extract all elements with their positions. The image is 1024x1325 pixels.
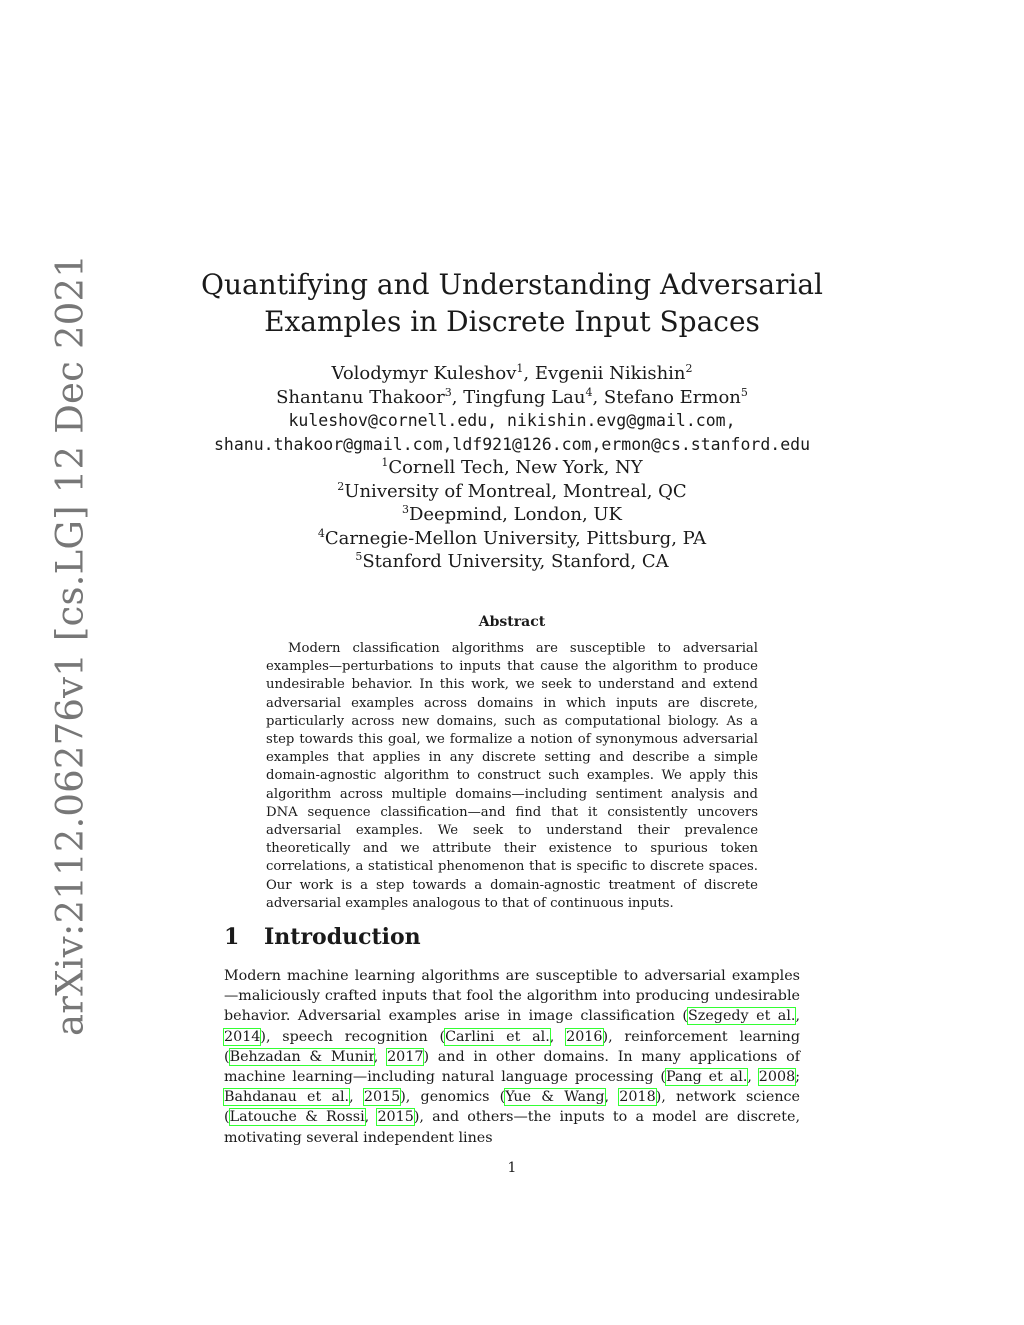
author-block	[0, 362, 1024, 574]
author-name: Tingfung Lau	[463, 386, 586, 408]
affiliation-text: Cornell Tech, New York, NY	[388, 457, 643, 478]
affiliation-marker: 2	[685, 362, 693, 375]
affiliation-number: 4	[317, 526, 325, 540]
affiliation-text: University of Montreal, Montreal, QC	[344, 480, 687, 502]
abstract-body: Modern classification algorithms are susceptible to adversarial examples—perturbations to inputs that cause the algorithm to produce undesirable behavior. In this work, we seek to understand and extend adversarial examples across domains in which inputs are discrete, particularly across new domains, such as computational biology. As a step towards this goal, we formalize a notion of synonymous adversarial examples that applies in any discrete setting and describe a simple domain-agnostic algorithm to construct such examples. We apply this algorithm across multiple domains—including sentiment analysis and DNA sequence classification—and find that it consistently uncovers adversarial examples. We seek to understand their prevalence theoretically and we attribute their existence to spurious token correlations, a statistical phenomenon that is specific to discrete spaces. Our work is a step towards a domain-agnostic treatment of discrete adversarial examples analogous to that of continuous inputs.	[266, 641, 758, 911]
intro-text: ), speech recognition (	[260, 1028, 446, 1045]
affiliation-number: 5	[355, 550, 363, 563]
citation-link[interactable]: Szegedy et al.	[688, 1008, 796, 1025]
author-line-2: Shantanu Thakoor$^3$, Tingfung Lau$^4$, Stefano Ermon$^5$	[276, 385, 748, 408]
citation-link[interactable]: Carlini et al.	[445, 1028, 550, 1045]
citation-link[interactable]: Pang et al.	[665, 1069, 748, 1086]
intro-text: ) and in other domains. In many applications of machine learning—including natural language processing (	[224, 1048, 800, 1086]
abstract-heading: Abstract	[478, 614, 546, 630]
affiliation-4	[0, 527, 1024, 551]
affiliation-number: 1	[381, 456, 389, 469]
citation-year-link[interactable]: 2016	[566, 1028, 603, 1045]
intro-text: ), network science (	[224, 1089, 801, 1126]
citation-year-link[interactable]: 2018	[619, 1089, 656, 1106]
intro-text: ), reinforcement learning (	[224, 1028, 800, 1065]
intro-text: Modern machine learning algorithms are susceptible to adversarial examples—maliciously crafted inputs that fool the algorithm into producing undesirable behavior. Adversarial examples arise in image classification (	[224, 968, 800, 1025]
affiliation-marker: 5	[740, 385, 748, 399]
section-heading-introduction	[224, 924, 421, 950]
citation-year-link[interactable]: 2014	[224, 1028, 261, 1045]
affiliation-5	[0, 550, 1024, 574]
author-name: Shantanu Thakoor	[276, 386, 445, 408]
intro-text: ), and others—the inputs to a model are discrete, motivating several independent lines	[224, 1109, 800, 1146]
affiliation-text: Stanford University, Stanford, CA	[362, 551, 669, 572]
affiliation-3	[0, 503, 1024, 527]
affiliation-number: 2	[337, 479, 345, 493]
citation-link[interactable]: Behzadan & Munir	[229, 1048, 374, 1065]
citation-year-link[interactable]: 2017	[387, 1048, 424, 1065]
section-title: Introduction	[264, 924, 421, 950]
paper-title	[0, 266, 1024, 340]
title-line-1: Quantifying and Understanding Adversarial	[200, 268, 824, 301]
affiliation-text: Deepmind, London, UK	[408, 504, 623, 525]
title-line-2: Examples in Discrete Input Spaces	[264, 305, 760, 338]
introduction-paragraph: Modern machine learning algorithms are susceptible to adversarial examples—maliciously crafted inputs that fool the algorithm into producing undesirable behavior. Adversarial examples arise in image classification (Szegedy et al., 2014), speech recognition (Carlini et al., 2016), reinforcement learning (Behzadan & Munir, 2017) and in other domains. In many applications of machine learning—including natural language processing (Pang et al., 2008; Bahdanau et al., 2015), genomics (Yue & Wang, 2018), network science (Latouche & Rossi, 2015), and others—the inputs to a model are discrete, motivating several independent lines	[224, 968, 801, 1146]
author-name: Stefano Ermon	[603, 386, 741, 408]
intro-text: ), genomics (	[400, 1089, 506, 1106]
citation-link[interactable]: Latouche & Rossi	[229, 1109, 365, 1126]
affiliation-marker: 4	[585, 385, 593, 399]
author-name: Evgenii Nikishin	[534, 363, 686, 384]
affiliation-text: Carnegie-Mellon University, Pittsburg, PA	[324, 527, 707, 549]
affiliation-marker: 1	[516, 362, 524, 375]
affiliation-2	[0, 480, 1024, 504]
affiliation-marker: 3	[444, 385, 452, 399]
affiliation-number: 3	[401, 503, 409, 516]
citation-link[interactable]: Bahdanau et al.	[224, 1089, 350, 1106]
arxiv-identifier-stamp: arXiv:2112.06276v1 [cs.LG] 12 Dec 2021	[48, 254, 92, 1036]
author-name: Volodymyr Kuleshov	[331, 363, 517, 384]
page-number: 1	[507, 1160, 517, 1176]
email-line-2: shanu.thakoor@gmail.com,ldf921@126.com,ermon@cs.stanford.edu	[213, 434, 811, 454]
citation-year-link[interactable]: 2008	[758, 1069, 796, 1086]
section-number: 1	[224, 924, 240, 950]
email-line-1: kuleshov@cornell.edu, nikishin.evg@gmail.com,	[288, 411, 736, 430]
affiliation-1	[0, 456, 1024, 480]
author-line-1: Volodymyr Kuleshov$^1$, Evgenii Nikishin$^2$	[331, 362, 693, 384]
citation-year-link[interactable]: 2015	[363, 1089, 401, 1106]
citation-year-link[interactable]: 2015	[377, 1109, 414, 1126]
citation-link[interactable]: Yue & Wang	[505, 1089, 605, 1106]
